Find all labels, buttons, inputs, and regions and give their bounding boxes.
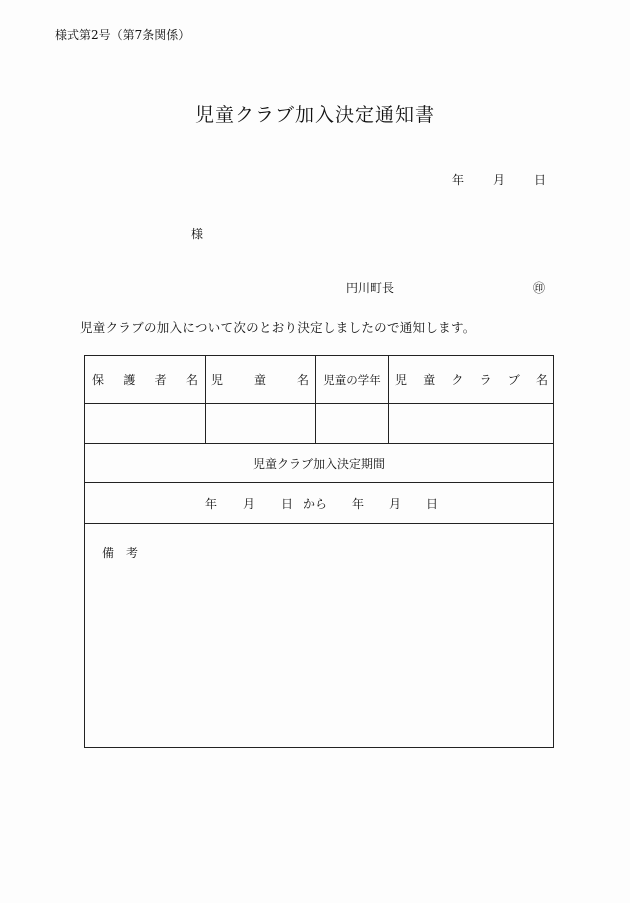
page-title: 児童クラブ加入決定通知書: [194, 104, 435, 126]
period-dates: [85, 483, 553, 523]
header-club-name: 児 童 ク ラ ブ 名: [395, 373, 548, 387]
form-number: 様式第2号（第7条関係）: [55, 28, 191, 42]
header-guardian-name: 保 護 者 名: [92, 373, 198, 387]
seal-mark: ㊞: [533, 281, 546, 295]
period-to-year: 年: [352, 496, 365, 511]
period-kara: から: [303, 496, 328, 511]
period-to-month: 月: [389, 496, 402, 511]
decision-table: [84, 355, 554, 748]
table-row-divider: [85, 403, 553, 404]
table-row-divider: [85, 523, 553, 524]
period-from-year: 年: [205, 496, 218, 511]
remarks-label: 備 考: [102, 546, 139, 560]
issuer-name: 円川町長: [346, 281, 395, 295]
addressee-suffix: 様: [191, 227, 204, 241]
date-day-label: 日: [534, 173, 547, 187]
period-from-month: 月: [243, 496, 256, 511]
period-label: 児童クラブ加入決定期間: [252, 456, 385, 471]
date-year-label: 年: [452, 173, 465, 187]
header-child-grade: 児童の学年: [323, 372, 381, 387]
period-from-day: 日: [281, 496, 294, 511]
header-child-name: 児 童 名: [211, 373, 309, 387]
period-to-day: 日: [426, 496, 439, 511]
date-month-label: 月: [493, 173, 506, 187]
notice-text: 児童クラブの加入について次のとおり決定しましたので通知します。: [80, 320, 476, 335]
